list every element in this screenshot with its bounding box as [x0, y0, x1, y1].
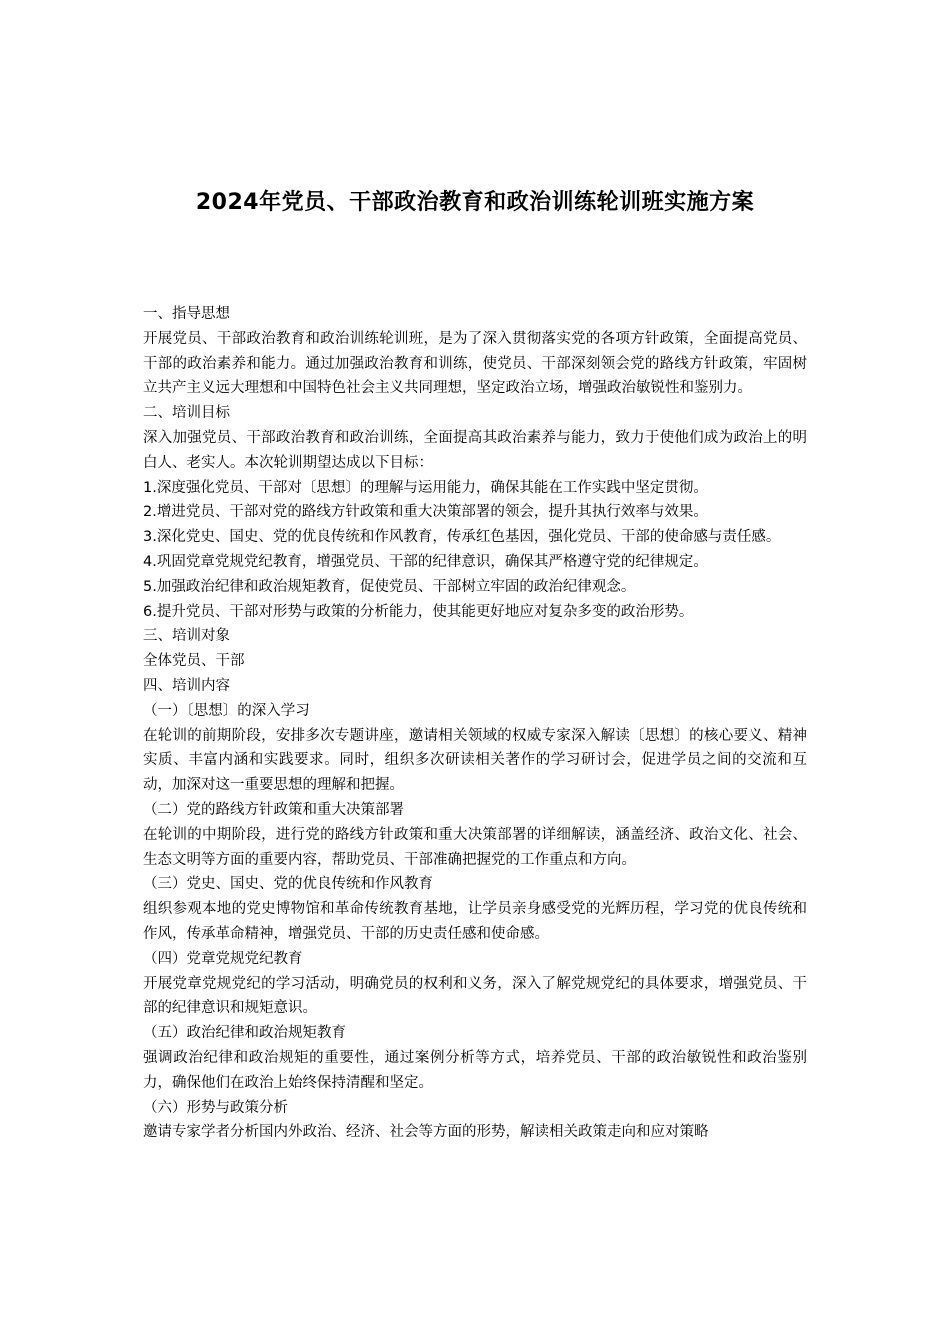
body-paragraph: 强调政治纪律和政治规矩的重要性，通过案例分析等方式，培养党员、干部的政治敏锐性和政治鉴别力，确保他们在政治上始终保持清醒和坚定。	[143, 1049, 807, 1091]
section-heading-training-targets: 三、培训对象	[143, 628, 230, 645]
document-title: 2024年党员、干部政治教育和政治训练轮训班实施方案	[195, 190, 755, 215]
body-paragraph: 深入加强党员、干部政治教育和政治训练，全面提高其政治素养与能力，致力于使他们成为政治上的明白人、老实人。本次轮训期望达成以下目标：	[143, 429, 807, 471]
section-heading-training-content: 四、培训内容	[143, 677, 230, 694]
body-paragraph: 全体党员、干部	[143, 653, 245, 670]
goal-item: 2.增进党员、干部对党的路线方针政策和重大决策部署的领会，提升其执行效率与效果。	[143, 504, 708, 521]
subsection-heading: （四）党章党规党纪教育	[143, 950, 303, 967]
body-paragraph: 开展党员、干部政治教育和政治训练轮训班，是为了深入贯彻落实党的各项方针政策，全面提高党员、干部的政治素养和能力。通过加强政治教育和训练，使党员、干部深刻领会党的路线方针政策，牢固树立共产主义远大理想和中国特色社会主义共同理想，坚定政治立场，增强政治敏锐性和鉴别力。	[143, 330, 807, 397]
document-body	[143, 302, 807, 1145]
goal-item: 5.加强政治纪律和政治规矩教育，促使党员、干部树立牢固的政治纪律观念。	[143, 578, 636, 595]
section-heading-training-goals: 二、培训目标	[143, 405, 230, 422]
goal-item: 1.深度强化党员、干部对〔思想〕的理解与运用能力，确保其能在工作实践中坚定贯彻。	[143, 479, 708, 496]
body-paragraph: 在轮训的中期阶段，进行党的路线方针政策和重大决策部署的详细解读，涵盖经济、政治文化、社会、生态文明等方面的重要内容，帮助党员、干部准确把握党的工作重点和方向。	[143, 826, 807, 868]
body-paragraph: 组织参观本地的党史博物馆和革命传统教育基地，让学员亲身感受党的光辉历程，学习党的优良传统和作风，传承革命精神，增强党员、干部的历史责任感和使命感。	[143, 901, 807, 942]
body-paragraph: 邀请专家学者分析国内外政治、经济、社会等方面的形势，解读相关政策走向和应对策略	[143, 1124, 709, 1141]
body-paragraph: 开展党章党规党纪的学习活动，明确党员的权利和义务，深入了解党规党纪的具体要求，增强党员、干部的纪律意识和规矩意识。	[143, 975, 807, 1017]
body-paragraph: 在轮训的前期阶段，安排多次专题讲座，邀请相关领域的权威专家深入解读〔思想〕的核心要义、精神实质、丰富内涵和实践要求。同时，组织多次研读相关著作的学习研讨会，促进学员之间的交流和互动，加深对这一重要思想的理解和把握。	[143, 727, 807, 794]
goal-item: 3.深化党史、国史、党的优良传统和作风教育，传承红色基因，强化党员、干部的使命感与责任感。	[143, 529, 781, 546]
subsection-heading: （五）政治纪律和政治规矩教育	[143, 1025, 346, 1042]
subsection-heading: （三）党史、国史、党的优良传统和作风教育	[143, 876, 433, 893]
subsection-heading: （一）〔思想〕的深入学习	[143, 702, 310, 719]
subsection-heading: （六）形势与政策分析	[143, 1099, 288, 1116]
section-heading-guiding-ideology: 一、指导思想	[143, 306, 230, 322]
subsection-heading: （二）党的路线方针政策和重大决策部署	[143, 801, 404, 818]
goal-item: 4.巩固党章党规党纪教育，增强党员、干部的纪律意识，确保其严格遵守党的纪律规定。	[143, 553, 708, 570]
goal-item: 6.提升党员、干部对形势与政策的分析能力，使其能更好地应对复杂多变的政治形势。	[143, 603, 694, 620]
